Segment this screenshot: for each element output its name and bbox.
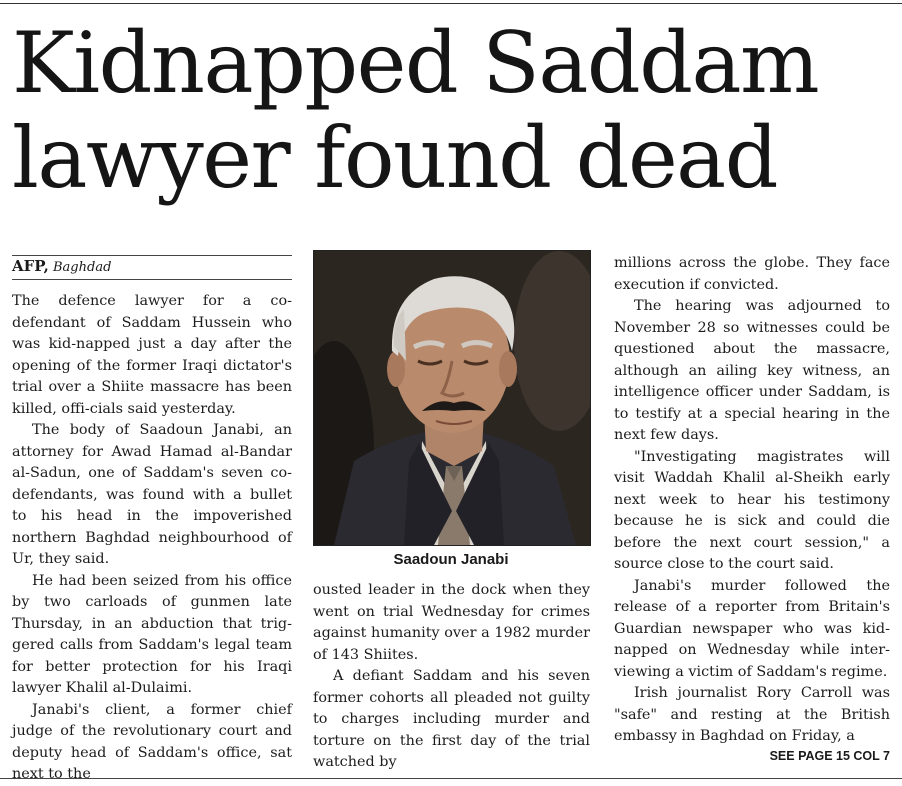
paragraph: The body of Saadoun Janabi, an attorney for Awad Hamad al-Bandar al-Sadun, one of Saddam's seven co-defendants, was found with a bullet to his head in the impoverished northern Baghdad neighbourhood of Ur, they said. <box>12 422 292 567</box>
byline-rule <box>12 279 292 280</box>
paragraph: Irish journalist Rory Carroll was "safe" and resting at the British embassy in Baghdad on Friday, a <box>614 685 890 744</box>
byline-place: Baghdad <box>53 260 112 275</box>
article-headline: Kidnapped Saddam lawyer found dead <box>12 14 819 207</box>
article-column-1 <box>12 291 292 786</box>
paragraph: A defiant Saddam and his seven former cohorts all pleaded not guilty to charges including murder and torture on the first day of the trial watched by <box>313 668 590 770</box>
bottom-rule <box>0 778 902 779</box>
paragraph: millions across the globe. They face execution if convicted. <box>614 255 890 293</box>
photo-caption: Saadoun Janabi <box>393 551 509 568</box>
paragraph: The defence lawyer for a co-defendant of Saddam Hussein who was kid-napped just a day after the opening of the former Iraqi dictator's trial over a Shiite massacre has been killed, offi-cials said yesterday. <box>12 293 292 417</box>
article-column-2 <box>313 580 590 774</box>
paragraph: The hearing was adjourned to November 28 so witnesses could be questioned about the massacre, although an ailing key witness, an intelligence officer under Saddam, is to testify at a special hearing in the next few days. <box>614 298 890 443</box>
paragraph: "Investigating magistrates will visit Waddah Khalil al-Sheikh early next week to hear his testimony because he is sick and could die before the next court session," a source close to the court said. <box>614 448 890 572</box>
top-rule <box>0 3 902 4</box>
portrait-photo <box>313 250 591 546</box>
byline-agency: AFP, <box>12 257 49 275</box>
paragraph: Janabi's murder followed the release of a reporter from Britain's Guardian newspaper who was kid-napped on Wednesday while inter-viewing a victim of Saddam's regime. <box>614 577 890 680</box>
article-column-3 <box>614 253 890 748</box>
paragraph: Janabi's client, a former chief judge of the revolutionary court and deputy head of Saddam's office, sat next to the <box>12 701 292 782</box>
continued-on-line[interactable]: SEE PAGE 15 COL 7 <box>769 749 890 763</box>
paragraph: He had been seized from his office by two carloads of gunmen late Thursday, in an abduction that trig-gered calls from Saddam's legal team for better protection for his Iraqi lawyer Khalil al-Dulaimi. <box>12 572 292 696</box>
byline <box>12 255 292 276</box>
paragraph: ousted leader in the dock when they went on trial Wednesday for crimes against humanity over a 1982 murder of 143 Shiites. <box>313 582 590 663</box>
